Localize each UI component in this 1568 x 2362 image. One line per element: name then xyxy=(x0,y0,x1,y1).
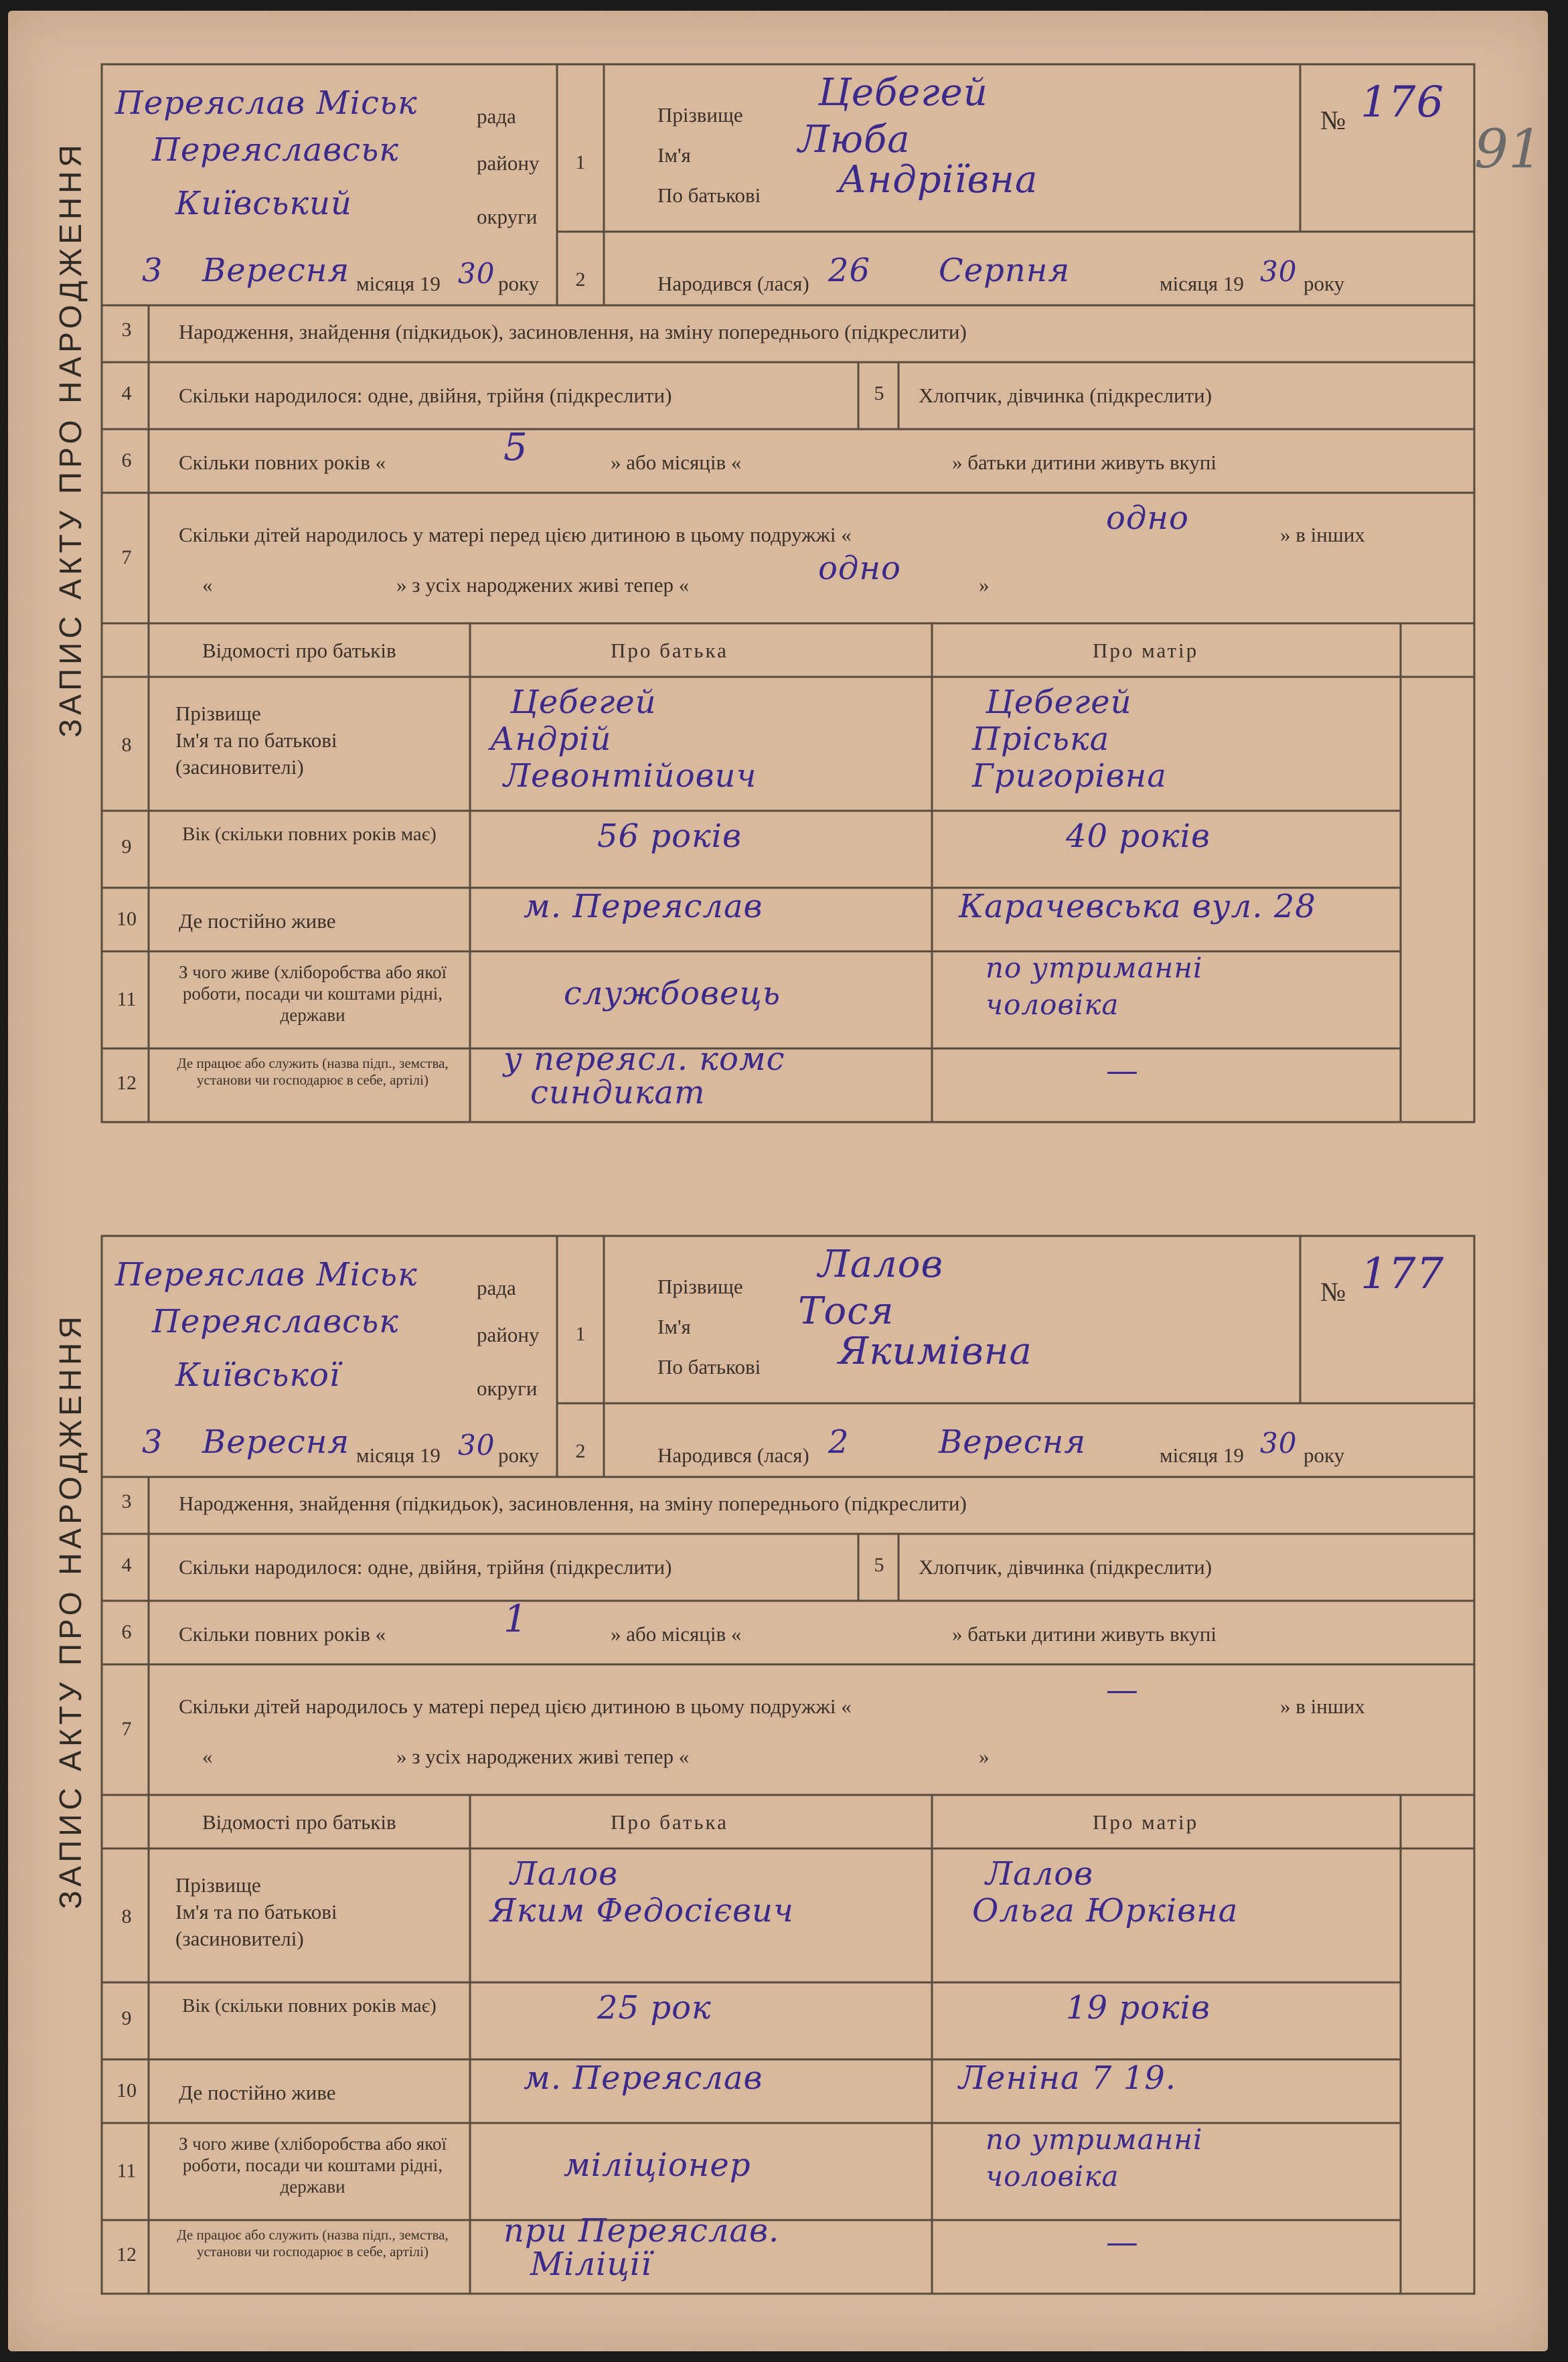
okruha-value: Київський xyxy=(175,185,352,222)
row7-c: « xyxy=(202,573,213,597)
reg-month: Вересня xyxy=(202,252,350,289)
row-number-8: 8 xyxy=(121,1905,132,1927)
number-label: № xyxy=(1320,1277,1346,1307)
father-name-line1: Лалов xyxy=(510,1855,619,1893)
father-age: 56 років xyxy=(597,817,742,855)
father-work-line1: при Переяслав. xyxy=(503,2212,780,2250)
born-day: 2 xyxy=(828,1423,850,1461)
reg-month-label: місяця 19 xyxy=(356,1443,441,1467)
mother-age: 40 років xyxy=(1066,817,1210,855)
reg-year: 30 xyxy=(458,1429,495,1462)
row-number-10: 10 xyxy=(116,2079,137,2102)
row-number-5: 5 xyxy=(874,382,884,404)
row6-b: » або місяців « xyxy=(611,1622,742,1646)
row-number-3: 3 xyxy=(121,319,132,341)
father-age: 25 рок xyxy=(597,1989,712,2027)
row-number-12: 12 xyxy=(116,1072,137,1094)
row-number-3: 3 xyxy=(121,1490,132,1512)
father-header: Про батька xyxy=(611,639,728,662)
row-number-4: 4 xyxy=(121,1554,132,1576)
mother-name-line1: Лалов xyxy=(986,1855,1094,1893)
father-residence: м. Переяслав xyxy=(524,2059,763,2097)
patronymic-value: Якимівна xyxy=(838,1330,1032,1373)
row7-d: » з усіх народжених живі тепер « xyxy=(396,573,690,597)
row7-value-1: одно xyxy=(1106,499,1189,537)
row7-a: Скільки дітей народилось у матері перед цією дитиною в цьому подружжі « xyxy=(179,523,852,546)
mother-header: Про матір xyxy=(1093,1810,1199,1834)
born-year: 30 xyxy=(1260,1427,1298,1460)
name-value: Люба xyxy=(798,118,911,161)
row7-a: Скільки дітей народилось у матері перед цією дитиною в цьому подружжі « xyxy=(179,1695,852,1718)
row4-text: Скільки народилося: одне, двійня, трійня (підкреслити) xyxy=(179,1555,672,1579)
parents-header: Відомості про батьків xyxy=(202,639,396,662)
parents-header: Відомості про батьків xyxy=(202,1810,396,1834)
patronymic-value: Андріївна xyxy=(838,158,1038,202)
row7-e: » xyxy=(979,1745,990,1768)
rada-label: рада xyxy=(477,104,516,128)
row9-label: Вік (скільки повних років має) xyxy=(182,823,437,845)
born-year-label: року xyxy=(1304,272,1345,295)
mother-name-line1: Цебегей xyxy=(986,684,1132,721)
number-label: № xyxy=(1320,105,1346,135)
row6-years: 1 xyxy=(503,1597,528,1641)
row-number-6: 6 xyxy=(121,1621,132,1643)
row-number-5: 5 xyxy=(874,1554,884,1576)
row7-d: » з усіх народжених живі тепер « xyxy=(396,1745,690,1768)
record-number: 177 xyxy=(1360,1249,1445,1299)
row-number-7: 7 xyxy=(121,546,132,568)
row-number-10: 10 xyxy=(116,908,137,930)
raion-label: району xyxy=(477,151,540,175)
father-work-line1: у переясл. комс xyxy=(503,1040,785,1078)
row-number-4: 4 xyxy=(121,382,132,404)
row4-text: Скільки народилося: одне, двійня, трійня (підкреслити) xyxy=(179,384,672,407)
mother-income-line2: чоловіка xyxy=(986,2160,1119,2193)
side-title: ЗАПИС АКТУ ПРО НАРОДЖЕННЯ xyxy=(53,141,88,738)
row-number-6: 6 xyxy=(121,449,132,471)
row11-label: З чого живе (хліборобства або якої роботи, посади чи коштами рідні, держави xyxy=(179,962,447,1025)
raion-label: району xyxy=(477,1323,540,1346)
father-residence: м. Переяслав xyxy=(524,888,763,925)
surname-value: Цебегей xyxy=(818,71,988,114)
name-value: Тося xyxy=(798,1289,894,1333)
row9-label: Вік (скільки повних років має) xyxy=(182,1995,437,2017)
reg-year-label: року xyxy=(498,1443,540,1467)
rada-label: рада xyxy=(477,1276,516,1300)
row12-label: Де працює або служить (назва підп., земства, установи чи господарює в себе, артілі) xyxy=(177,1055,449,1088)
father-name-line2: Андрій xyxy=(490,720,612,758)
side-title: ЗАПИС АКТУ ПРО НАРОДЖЕННЯ xyxy=(53,1312,88,1909)
name-label: Ім'я xyxy=(657,1315,691,1338)
mother-work: — xyxy=(1106,1052,1139,1089)
row5-text: Хлопчик, дівчинка (підкреслити) xyxy=(919,1555,1212,1579)
name-label: Ім'я xyxy=(657,143,691,167)
born-month: Серпня xyxy=(939,252,1071,289)
born-year-label: року xyxy=(1304,1443,1345,1467)
reg-day: 3 xyxy=(142,252,163,289)
row-number-11: 11 xyxy=(116,2160,137,2182)
reg-day: 3 xyxy=(142,1423,163,1461)
row7-b: » в інших xyxy=(1280,523,1365,546)
row7-value-1: — xyxy=(1106,1671,1139,1709)
row6-a: Скільки повних років « xyxy=(179,1622,386,1646)
row7-value-2: одно xyxy=(818,550,901,587)
row-number-1: 1 xyxy=(575,151,586,173)
row8-label: Прізвище Ім'я та по батькові (засиновителі) xyxy=(175,702,337,779)
row6-years: 5 xyxy=(503,426,528,469)
father-work-line2: синдикат xyxy=(530,1074,706,1111)
born-month-label: місяця 19 xyxy=(1160,272,1244,295)
raion-value: Переяславськ xyxy=(152,131,399,169)
mother-income-line1: по утриманні xyxy=(986,951,1203,984)
mother-name-line3: Григорівна xyxy=(972,757,1167,795)
reg-month: Вересня xyxy=(202,1423,350,1461)
row-number-12: 12 xyxy=(116,2243,137,2266)
mother-header: Про матір xyxy=(1093,639,1199,662)
born-year: 30 xyxy=(1260,255,1298,288)
row5-text: Хлопчик, дівчинка (підкреслити) xyxy=(919,384,1212,407)
row7-c: « xyxy=(202,1745,213,1768)
reg-year: 30 xyxy=(458,257,495,290)
born-month: Вересня xyxy=(939,1423,1087,1461)
rada-value: Переяслав Міськ xyxy=(115,1256,418,1293)
row6-c: » батьки дитини живуть вкупі xyxy=(952,1622,1217,1646)
mother-name-line2: Пріська xyxy=(972,720,1110,758)
document-page xyxy=(8,11,1548,2351)
mother-residence: Карачевська вул. 28 xyxy=(959,888,1316,925)
born-label: Народився (лася) xyxy=(657,272,809,295)
father-work-line2: Міліції xyxy=(530,2246,652,2283)
rada-value: Переяслав Міськ xyxy=(115,84,418,122)
mother-work: — xyxy=(1106,2223,1139,2261)
row10-label: Де постійно живе xyxy=(179,909,336,933)
row7-b: » в інших xyxy=(1280,1695,1365,1718)
mother-name-line2: Ольга Юрківна xyxy=(972,1892,1239,1930)
row8-label: Прізвище Ім'я та по батькові (засиновителі) xyxy=(175,1873,337,1950)
born-label: Народився (лася) xyxy=(657,1443,809,1467)
patronymic-label: По батькові xyxy=(657,1355,761,1379)
mother-income-line2: чоловіка xyxy=(986,988,1119,1021)
row6-b: » або місяців « xyxy=(611,451,742,474)
row-number-8: 8 xyxy=(121,734,132,756)
row6-c: » батьки дитини живуть вкупі xyxy=(952,451,1217,474)
record-number: 176 xyxy=(1360,78,1445,127)
surname-value: Лалов xyxy=(818,1243,944,1286)
father-name-line3: Левонтійович xyxy=(503,757,757,795)
corner-number: 91 xyxy=(1474,118,1543,180)
surname-label: Прізвище xyxy=(657,103,743,127)
row-number-7: 7 xyxy=(121,1718,132,1740)
row-number-11: 11 xyxy=(116,988,137,1010)
row7-e: » xyxy=(979,573,990,597)
row3-text: Народження, знайдення (підкидьок), засиновлення, на зміну попереднього (підкреслити) xyxy=(179,320,967,343)
row-number-9: 9 xyxy=(121,2007,132,2029)
mother-residence: Леніна 7 19. xyxy=(959,2059,1177,2097)
father-name-line1: Цебегей xyxy=(510,684,657,721)
father-name-line2: Яким Федосієвич xyxy=(490,1892,794,1930)
mother-income-line1: по утриманні xyxy=(986,2123,1203,2156)
row12-label: Де працює або служить (назва підп., земства, установи чи господарює в себе, артілі) xyxy=(177,2227,449,2260)
father-income: міліціонер xyxy=(564,2146,751,2184)
mother-age: 19 років xyxy=(1066,1989,1210,2027)
born-month-label: місяця 19 xyxy=(1160,1443,1244,1467)
okruha-value: Київської xyxy=(175,1356,341,1394)
row6-a: Скільки повних років « xyxy=(179,451,386,474)
reg-year-label: року xyxy=(498,272,540,295)
reg-month-label: місяця 19 xyxy=(356,272,441,295)
row-number-1: 1 xyxy=(575,1323,586,1345)
okruha-label: округи xyxy=(477,205,538,228)
okruha-label: округи xyxy=(477,1376,538,1400)
row-number-2: 2 xyxy=(575,268,586,291)
row-number-2: 2 xyxy=(575,1440,586,1462)
patronymic-label: По батькові xyxy=(657,183,761,207)
row3-text: Народження, знайдення (підкидьок), засиновлення, на зміну попереднього (підкреслити) xyxy=(179,1492,967,1515)
row-number-9: 9 xyxy=(121,836,132,858)
born-day: 26 xyxy=(828,252,871,289)
father-header: Про батька xyxy=(611,1810,728,1834)
raion-value: Переяславськ xyxy=(152,1303,399,1340)
father-income: службовець xyxy=(564,975,781,1012)
surname-label: Прізвище xyxy=(657,1275,743,1298)
row10-label: Де постійно живе xyxy=(179,2081,336,2104)
row11-label: З чого живе (хліборобства або якої роботи, посади чи коштами рідні, держави xyxy=(179,2134,447,2197)
